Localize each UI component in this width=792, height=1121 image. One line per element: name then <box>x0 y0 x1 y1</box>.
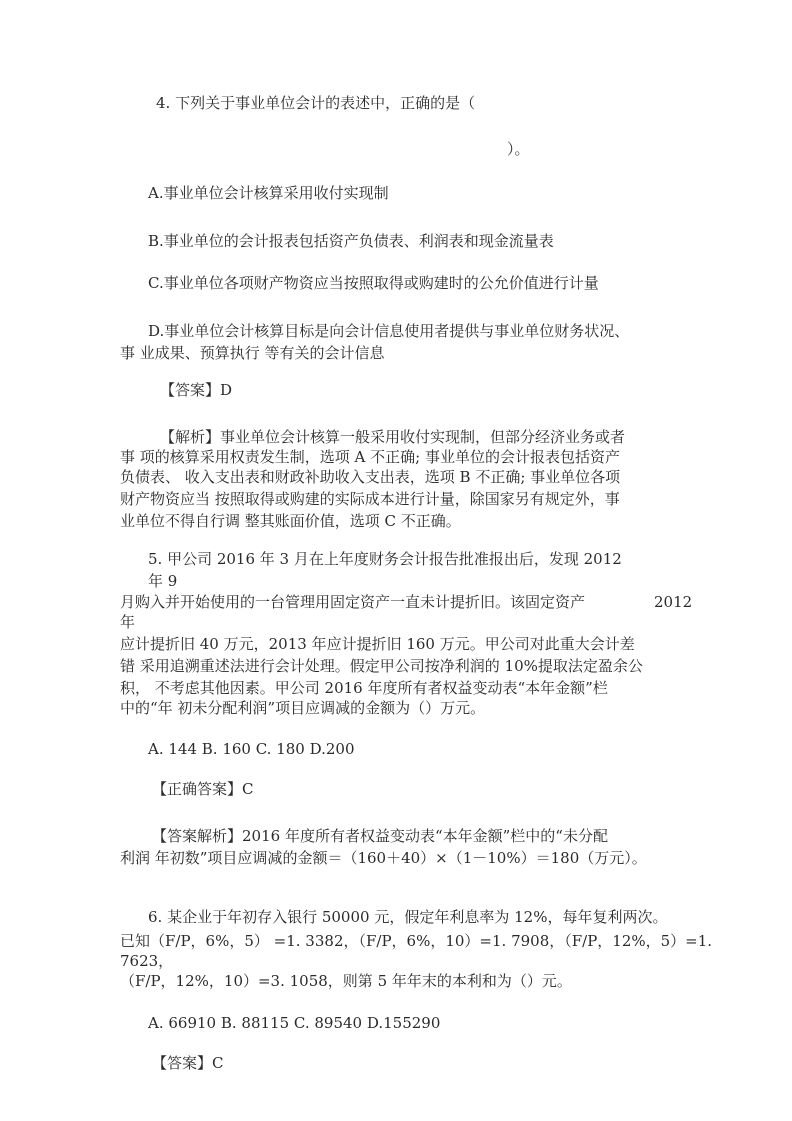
q6-stem-line2: 已知（F/P，6%，5） =1. 3382，（F/P，6%，10）=1. 7908，（F/P，12%，5）=1. <box>120 932 713 950</box>
q5-stem-line5: 应计提折旧 40 万元，2013 年应计提折旧 160 万元。甲公司对此重大会计差 <box>120 635 635 653</box>
q4-analysis-line1: 【解析】事业单位会计核算一般采用收付实现制，但部分经济业务或者 <box>160 428 626 446</box>
q4-option-b: B.事业单位的会计报表包括资产负债表、利润表和现金流量表 <box>148 232 554 250</box>
q4-option-d-line1: D.事业单位会计核算目标是向会计信息使用者提供与事业单位财务状况、 <box>148 322 630 340</box>
q5-options: A. 144 B. 160 C. 180 D.200 <box>148 740 355 758</box>
q4-analysis-line5: 业单位不得自行调 整其账面价值，选项 C 不正确。 <box>120 512 461 530</box>
q6-options: A. 66910 B. 88115 C. 89540 D.155290 <box>148 1014 441 1032</box>
q5-analysis-line2: 利润 年初数”项目应调减的金额＝（160＋40）×（1－10%）＝180（万元）。 <box>120 849 647 867</box>
q6-stem-line4: （F/P，12%，10）=3. 1058，则第 5 年年末的本利和为（）元。 <box>120 972 572 990</box>
q5-stem-line8: 中的“年 初未分配利润”项目应调减的金额为（）万元。 <box>120 699 486 717</box>
q5-stem-line1: 5. 甲公司 2016 年 3 月在上年度财务会计报告批准报出后，发现 2012 <box>148 550 622 568</box>
q4-stem-line2: ）。 <box>507 140 530 158</box>
q4-option-c: C.事业单位各项财产物资应当按照取得或购建时的公允价值进行计量 <box>148 274 599 292</box>
q5-analysis-line1: 【答案解析】2016 年度所有者权益变动表“本年金额”栏中的“未分配 <box>152 827 608 845</box>
q6-answer: 【答案】C <box>152 1054 224 1072</box>
q5-answer: 【正确答案】C <box>152 780 254 798</box>
q5-stem-line2: 年 9 <box>148 572 178 590</box>
q6-stem-line3: 7623， <box>120 952 174 970</box>
q5-stem-line4: 年 <box>120 613 136 631</box>
q4-stem-line1: 4. 下列关于事业单位会计的表述中，正确的是（ <box>156 94 476 112</box>
q6-stem-line1: 6. 某企业于年初存入银行 50000 元，假定年利息率为 12%，每年复利两次。 <box>148 908 668 926</box>
q4-answer: 【答案】D <box>160 381 233 399</box>
q5-stem-line6: 错 采用追溯重述法进行会计处理。假定甲公司按净利润的 10%提取法定盈余公 <box>120 657 643 675</box>
q5-stem-line7: 积， 不考虑其他因素。甲公司 2016 年度所有者权益变动表“本年金额”栏 <box>120 679 608 697</box>
q5-stem-line3: 月购入并开始使用的一台管理用固定资产一直未计提折旧。该固定资产 <box>120 593 586 611</box>
q4-option-d-line2: 事 业成果、预算执行 等有关的会计信息 <box>120 344 385 362</box>
q4-analysis-line4: 财产物资应当 按照取得或购建的实际成本进行计量，除国家另有规定外，事 <box>120 490 620 508</box>
q4-analysis-line3: 负债表、 收入支出表和财政补助收入支出表，选项 B 不正确; 事业单位各项 <box>120 468 621 486</box>
q5-stem-line3-year: 2012 <box>654 593 693 611</box>
q4-analysis-line2: 事 项的核算采用权责发生制，选项 A 不正确; 事业单位的会计报表包括资产 <box>120 448 620 466</box>
q4-option-a: A.事业单位会计核算采用收付实现制 <box>148 184 389 202</box>
